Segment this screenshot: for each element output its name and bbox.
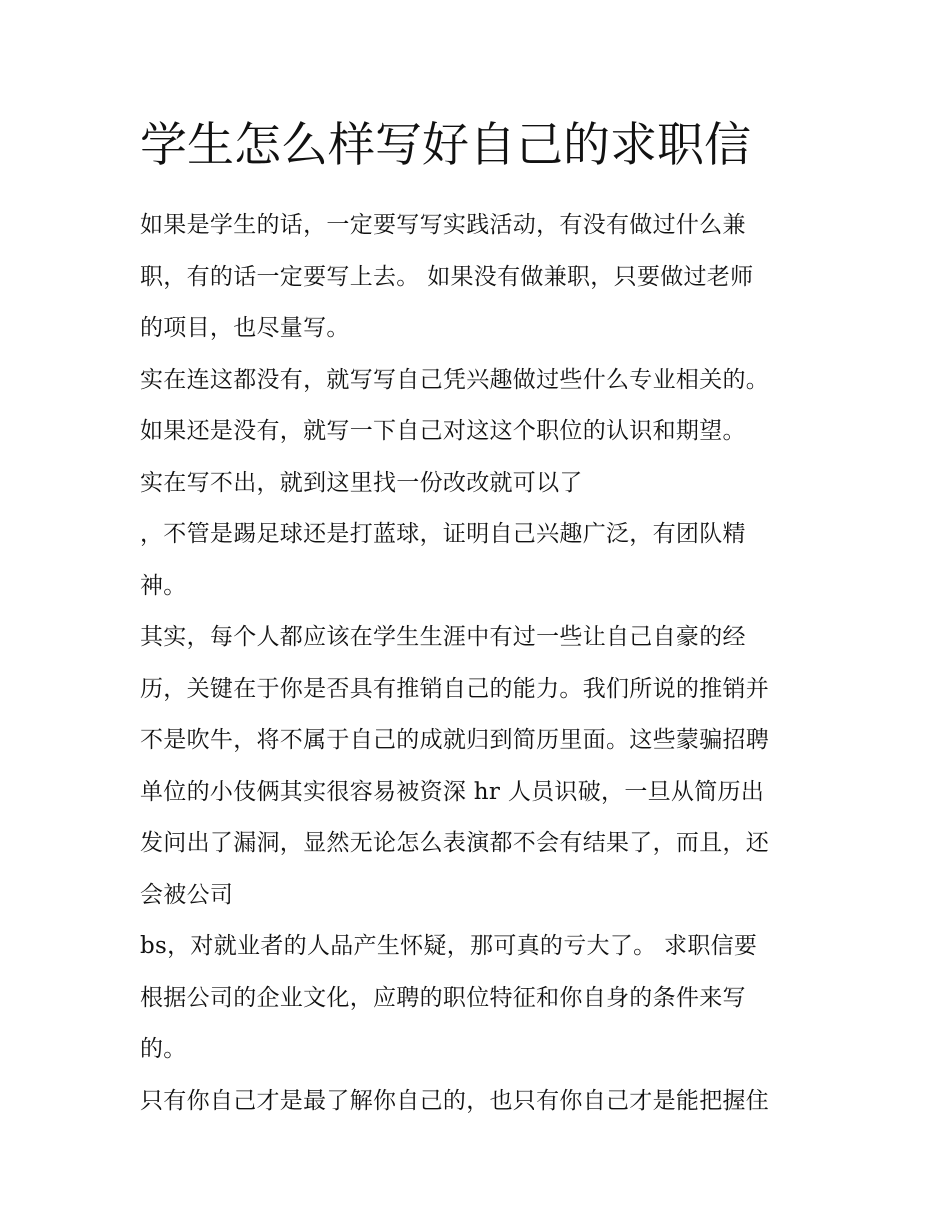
document-title: 学生怎么样写好自己的求职信 [140,118,751,173]
body-line: 如果是学生的话，一定要写写实践活动，有没有做过什么兼 [140,212,746,238]
body-line: 单位的小伎俩其实很容易被资深 hr 人员识破，一旦从简历出 [140,778,765,805]
body-line: 职，有的话一定要写上去。 如果没有做兼职，只要做过老师 [140,263,754,290]
body-line: 会被公司 [140,881,234,908]
body-line: 根据公司的企业文化，应聘的职位特征和你自身的条件来写 [140,984,746,1011]
body-line: 如果还是没有，就写一下自己对这这个职位的认识和期望。 [140,418,746,444]
body-line: 神。 [140,572,187,599]
body-line: 的。 [140,1036,187,1062]
body-line: 不是吹牛，将不属于自己的成就归到简历里面。这些蒙骗招聘 [140,727,770,753]
body-line: 实在写不出，就到这里找一份改改就可以了 [140,469,583,496]
body-line: 只有你自己才是最了解你自己的，也只有你自己才是能把握住 [140,1087,770,1114]
body-line: 历，关键在于你是否具有推销自己的能力。我们所说的推销并 [140,675,770,702]
document-body [140,200,820,1127]
body-line: 的项目，也尽量写。 [140,315,350,341]
body-line: 其实，每个人都应该在学生生涯中有过一些让自己自豪的经 [140,624,746,650]
body-line: ，不管是踢足球还是打蓝球，证明自己兴趣广泛，有团队精 [140,521,746,547]
body-line: 发问出了漏洞，显然无论怎么表演都不会有结果了，而且，还 [140,830,770,856]
body-line: bs，对就业者的人品产生怀疑，那可真的亏大了。 求职信要 [140,933,758,959]
body-line: 实在连这都没有，就写写自己凭兴趣做过些什么专业相关的。 [140,366,770,393]
